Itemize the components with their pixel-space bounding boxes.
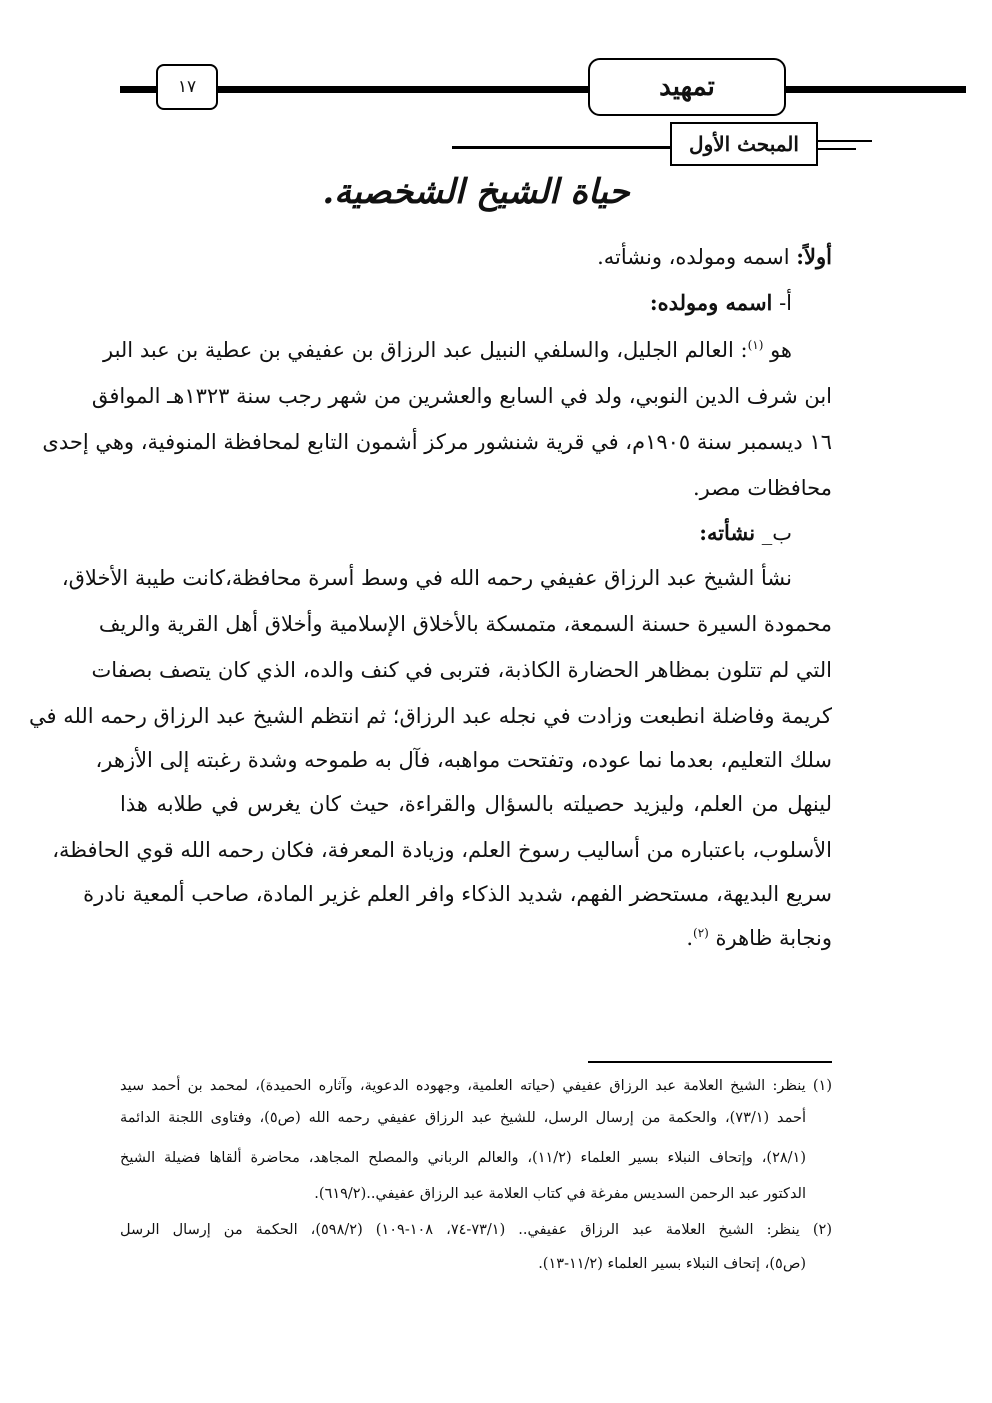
page-title: حياة الشيخ الشخصية. xyxy=(322,172,630,212)
subheading-a-prefix: أ- xyxy=(772,291,792,315)
chapter-title xyxy=(588,58,786,116)
para2-line5: سلك التعليم، بعدما نما عوده، وتفتحت مواهبه، فآل به طموحه وشدة رغبته إلى الأزهر، xyxy=(95,748,832,772)
subheading-a xyxy=(80,290,792,315)
para2-line2: محمودة السيرة حسنة السمعة، متمسكة بالأخلاق الإسلامية وأخلاق أهل القرية والريف xyxy=(98,612,832,636)
footnote-1-line3: (٢٨/١)، وإتحاف النبلاء بسير العلماء (١١/٢)، والعالم الرباني والمصلح المجاهد، محاضرة ألقاها فضيلة الشيخ xyxy=(120,1150,806,1166)
para2-line8: سريع البديهة، مستحضر الفهم، شديد الذكاء وافر العلم غزير المادة، صاحب ألمعية نادرة xyxy=(83,882,832,906)
section-title-text: المبحث الأول xyxy=(689,132,799,156)
footnote-2-line2: (ص٥)، إتحاف النبلاء بسير العلماء (١١/٢-١٣). xyxy=(538,1256,806,1272)
chapter-title-text: تمهيد xyxy=(659,72,715,102)
heading-1 xyxy=(120,244,832,269)
section-rule-left xyxy=(452,146,670,149)
footnote-separator xyxy=(588,1061,832,1063)
para1-line4: محافظات مصر. xyxy=(692,476,832,500)
para2-line9 xyxy=(120,926,832,950)
subheading-a-text: اسمه ومولده: xyxy=(649,290,773,315)
section-title xyxy=(670,122,818,166)
para2-line1: نشأ الشيخ عبد الرزاق عفيفي رحمه الله في وسط أسرة محافظة،كانت طيبة الأخلاق، xyxy=(61,566,792,590)
para1-line1-start: هو xyxy=(763,338,792,362)
para1-line3: ١٦ ديسمبر سنة ١٩٠٥م، في قرية شنشور مركز أشمون التابع لمحافظة المنوفية، وهي إحدى xyxy=(42,430,832,454)
footnote-ref-2[interactable]: (٢) xyxy=(693,926,709,940)
footnote-1-line4: الدكتور عبد الرحمن السديس مفرغة في كتاب العلامة عبد الرزاق عفيفي..(٦١٩/٢). xyxy=(314,1186,806,1202)
footnote-1-line1: (١) ينظر: الشيخ العلامة عبد الرزاق عفيفي (حياته العلمية، وجهوده الدعوية، وآثاره الحميدة)، لمحمد بن أحمد سيد xyxy=(120,1078,832,1094)
para2-line6: لينهل من العلم، وليزيد حصيلته بالسؤال والقراءة، حيث كان يغرس في طلابه هذا xyxy=(120,792,832,816)
heading-1-label: أولاً: xyxy=(796,244,832,269)
para2-line9-text: ونجابة ظاهرة xyxy=(708,926,832,950)
page-number xyxy=(156,64,218,110)
subheading-b xyxy=(80,520,792,545)
footnote-1-line2: أحمد (٧٣/١)، والحكمة من إرسال الرسل، للشيخ عبد الرزاق عفيفي رحمه الله (ص٥)، وفتاوى اللجنة الدائمة xyxy=(120,1110,806,1126)
para1-line2: ابن شرف الدين النوبي، ولد في السابع والعشرين من شهر رجب سنة ١٣٢٣هـ الموافق xyxy=(91,384,832,408)
subheading-b-prefix: ب_ xyxy=(755,521,792,545)
para1-line1 xyxy=(102,338,792,362)
para2-line3: التي لم تتلون بمظاهر الحضارة الكاذبة، فتربى في كنف والده، الذي كان يتصف بصفات xyxy=(91,658,832,682)
section-rule-right-top xyxy=(816,140,872,142)
para2-line4: كريمة وفاضلة انطبعت وزادت في نجله عبد الرزاق؛ ثم انتظم الشيخ عبد الرزاق رحمه الله في xyxy=(28,704,832,728)
header-rule xyxy=(120,86,966,93)
heading-1-text: اسمه ومولده، ونشأته. xyxy=(597,245,797,269)
subheading-b-text: نشأته: xyxy=(699,520,756,545)
para2-line9-end: . xyxy=(686,926,693,950)
para2-line7: الأسلوب، باعتباره من أساليب رسوخ العلم، وزيادة المعرفة، فكان رحمه الله قوي الحافظة، xyxy=(52,838,832,862)
footnote-2-line1: (٢) ينظر: الشيخ العلامة عبد الرزاق عفيفي.. (٧٣/١-٧٤، ١٠٨-١٠٩) (٥٩٨/٢)، الحكمة من إرسال الرسل xyxy=(120,1222,832,1238)
para1-line1-rest: : العالم الجليل، والسلفي النبيل عبد الرزاق بن عفيفي بن عطية بن عبد البر xyxy=(102,338,748,362)
footnote-ref-1[interactable]: (١) xyxy=(747,338,764,352)
section-rule-right-bottom xyxy=(816,148,856,150)
page-number-text: ١٧ xyxy=(177,77,197,97)
